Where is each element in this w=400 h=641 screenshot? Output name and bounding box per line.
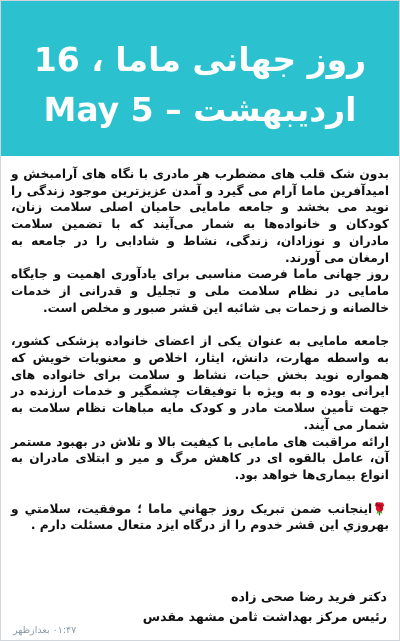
message-body [1,156,399,534]
paragraph-2: روز جهانی ماما فرصت مناسبی برای یادآوری اهمیت و جایگاه مامایی در نظام سلامت ملی و تجلیل و قدرانی از خدمات خالصانه و زحمات بی شائبه این قشر صبور و مخلص است. [11,267,389,315]
signature-title: رئیس مرکز بهداشت ثامن مشهد مقدس [142,609,387,624]
paragraph-4: ارائه مراقبت های مامایی با کیفیت بالا و تلاش در بهبود مستمر آن، عامل بالقوه ای در کاهش مرگ و میر و ابتلای مادران به انواع بیماری‌ها خواهد بود. [11,434,389,482]
paragraph-1: بدون شک قلب های مضطرب هر مادری با نگاه های آرامبخش و امیدآفرین ماما آرام می گیرد و آمدن عزیزترین موجود زندگی را نوید می بخشد و جامعه مامایی حامیان اصلی سلامت زنان، کودکان و خانواده‌ها به شمار می‌آیند که با تضمین سلامت مادران و نوزادان، زندگی، نشاط و شادابی را در جامعه به ارمغان می آورند. [11,167,389,265]
header-banner [1,1,399,156]
message-timestamp: ۰۱:۴۷ بعدازظهر [13,625,77,636]
header-title-line-2: اردیبهشت – 5 May [43,90,357,129]
paragraph-gap [11,316,389,333]
signature-block [143,587,387,627]
greeting-text: اینجانب ضمن تبریک روز جهاني ماما ؛ موفقیت، سلامتي و بهروزي این قشر خدوم را از درگاه ایزد متعال مسئلت دارم . [11,501,389,533]
paragraph-3: جامعه مامایی به عنوان یکی از اعضای خانواده پزشکی کشور، به واسطه مهارت، دانش، ایثار، اخلاص و معنویات خویش که همواره نوید بخش حیات، نشاط و سلامت برای خانواده های ایرانی بوده و به ویژه با توفیقات چشمگیر و خدمات ارزنده در جهت تأمین سلامت مادر و کودک مایه مباهات نظام سلامت به شمار می آیند. [11,334,389,432]
greeting-paragraph [11,501,389,534]
paragraph-gap [11,484,389,501]
rose-icon: 🌹 [372,501,389,516]
header-title-line-1: روز جهانی ماما ، 16 [33,40,367,79]
signature-name: دکتر فرید رضا صحی زاده [231,589,387,604]
